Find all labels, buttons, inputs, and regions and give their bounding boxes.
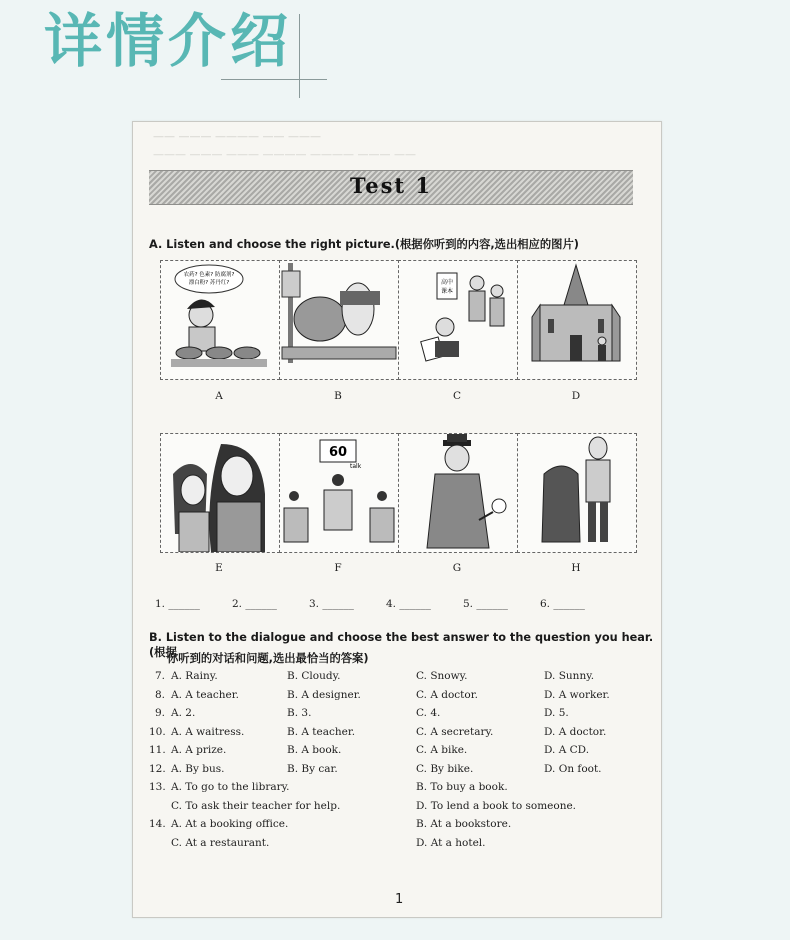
- bleed-through-text: —— ——— ———— —— ———: [153, 130, 321, 143]
- option-d[interactable]: D. To lend a book to someone.: [416, 800, 577, 812]
- option-c[interactable]: C. A secretary.: [416, 726, 494, 738]
- option-c[interactable]: C. By bike.: [416, 763, 474, 775]
- question-number: 14.: [149, 818, 166, 830]
- picture-c: [398, 260, 518, 380]
- option-b[interactable]: B. 3.: [287, 707, 312, 719]
- picture-label-h: H: [571, 562, 581, 574]
- section-a-heading: A. Listen and choose the right picture.(根据你听到的内容,选出相应的图片): [149, 238, 579, 251]
- picture-g: [398, 433, 518, 553]
- option-c[interactable]: C. 4.: [416, 707, 441, 719]
- option-a[interactable]: A. A waitress.: [171, 726, 245, 738]
- option-b[interactable]: B. To buy a book.: [416, 781, 508, 793]
- option-d[interactable]: D. On foot.: [544, 763, 602, 775]
- option-d[interactable]: D. A worker.: [544, 689, 610, 701]
- question-number: 13.: [149, 781, 166, 793]
- option-b[interactable]: B. By car.: [287, 763, 338, 775]
- option-d[interactable]: D. At a hotel.: [416, 837, 486, 849]
- hospital-patient-illustration: [280, 261, 398, 379]
- test-title-banner: [149, 170, 633, 205]
- answer-blank-1[interactable]: 1. ______: [155, 598, 200, 610]
- picture-d: [517, 260, 637, 380]
- bleed-through-text: ——— ——— ——— ———— ———— ——— ——: [153, 148, 416, 161]
- picture-label-c: C: [452, 390, 462, 402]
- option-a[interactable]: A. At a booking office.: [171, 818, 289, 830]
- answer-blank-3[interactable]: 3. ______: [309, 598, 354, 610]
- question-number: 8.: [155, 689, 166, 701]
- question-number: 10.: [149, 726, 166, 738]
- picture-label-e: E: [215, 562, 223, 574]
- picture-label-a: A: [215, 390, 223, 402]
- svg-text:课本: 课本: [440, 288, 454, 295]
- section-b-heading-cont: 你听到的对话和问题,选出最恰当的答案): [167, 652, 369, 665]
- question-number: 9.: [155, 707, 166, 719]
- option-a[interactable]: A. A prize.: [171, 744, 227, 756]
- option-b[interactable]: B. A teacher.: [287, 726, 356, 738]
- option-a[interactable]: A. By bus.: [171, 763, 225, 775]
- picture-b: [279, 260, 399, 380]
- question-number: 11.: [149, 744, 166, 756]
- coat-on-chair-illustration: [518, 434, 636, 552]
- svg-text:漂白粉? 苏丹红?: 漂白粉? 苏丹红?: [188, 280, 230, 286]
- section-b-heading: B. Listen to the dialogue and choose the best answer to the question you hear.(根据: [149, 631, 654, 659]
- detective-illustration: [399, 434, 517, 552]
- picture-label-f: F: [334, 562, 342, 574]
- option-b[interactable]: B. A book.: [287, 744, 342, 756]
- bubble-text: 农药? 色素? 防腐剂?: [183, 272, 235, 278]
- picture-e: [160, 433, 280, 553]
- reading-textbook-illustration: [399, 261, 517, 379]
- option-c[interactable]: C. A doctor.: [416, 689, 478, 701]
- picture-label-d: D: [571, 390, 581, 402]
- option-c[interactable]: C. A bike.: [416, 744, 468, 756]
- picture-label-g: G: [452, 562, 462, 574]
- test-title: Test 1: [349, 173, 433, 198]
- sign-number: 60: [328, 445, 348, 460]
- option-a[interactable]: A. Rainy.: [171, 670, 218, 682]
- sign-sub: talk: [350, 463, 362, 470]
- question-number: 7.: [155, 670, 166, 682]
- answer-blank-5[interactable]: 5. ______: [463, 598, 508, 610]
- textbook-label: 高中: [440, 279, 454, 286]
- option-a[interactable]: A. 2.: [171, 707, 196, 719]
- decor-horizontal-line: [221, 79, 327, 80]
- header-title: 详情介绍: [44, 7, 293, 75]
- picture-f: [279, 433, 399, 553]
- church-illustration: [518, 261, 636, 379]
- picture-label-b: B: [334, 390, 342, 402]
- option-d[interactable]: D. A doctor.: [544, 726, 607, 738]
- answer-blank-6[interactable]: 6. ______: [540, 598, 585, 610]
- option-d[interactable]: D. 5.: [544, 707, 569, 719]
- question-number: 12.: [149, 763, 166, 775]
- food-safety-illustration: [161, 261, 279, 379]
- option-c[interactable]: C. To ask their teacher for help.: [171, 800, 341, 812]
- option-d[interactable]: D. Sunny.: [544, 670, 595, 682]
- mother-daughter-illustration: [161, 434, 279, 552]
- picture-a: [160, 260, 280, 380]
- answer-blanks: [155, 598, 617, 610]
- option-b[interactable]: B. A designer.: [287, 689, 361, 701]
- answer-blank-4[interactable]: 4. ______: [386, 598, 431, 610]
- picture-h: [517, 433, 637, 553]
- page-number: 1: [395, 892, 404, 907]
- option-c[interactable]: C. At a restaurant.: [171, 837, 270, 849]
- exam-page: [132, 121, 662, 918]
- debate-illustration: [280, 434, 398, 552]
- option-b[interactable]: B. At a bookstore.: [416, 818, 512, 830]
- option-a[interactable]: A. To go to the library.: [171, 781, 290, 793]
- option-b[interactable]: B. Cloudy.: [287, 670, 341, 682]
- option-c[interactable]: C. Snowy.: [416, 670, 468, 682]
- answer-blank-2[interactable]: 2. ______: [232, 598, 277, 610]
- option-a[interactable]: A. A teacher.: [171, 689, 239, 701]
- decor-vertical-line: [299, 14, 300, 98]
- option-d[interactable]: D. A CD.: [544, 744, 590, 756]
